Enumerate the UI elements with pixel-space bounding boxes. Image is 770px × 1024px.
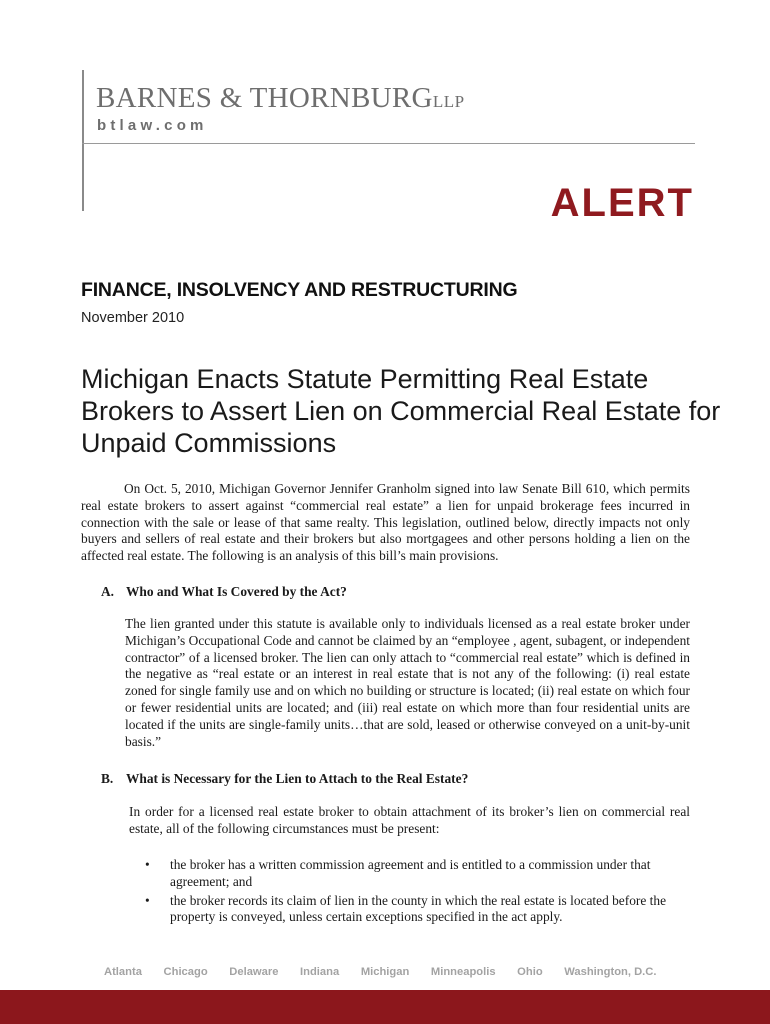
office-michigan: Michigan <box>360 966 410 978</box>
header-vertical-rule <box>82 70 84 211</box>
firm-website: btlaw.com <box>97 117 208 134</box>
office-ohio: Ohio <box>517 966 543 978</box>
section-a-paragraph: The lien granted under this statute is available only to individuals licensed as a real estate broker under Michigan’s Occupational Code and cannot be claimed by an “employee , agent, subagent, or independent contractor” of a licensed broker. The lien can only attach to “commercial real estate” which is defined in the negative as “real estate or an interest in real estate that is not any of the following: (i) real estate zoned for single family use and on which no building or structure is located; (ii) real estate on which four or fewer residential units are located; and (iii) real estate on which more than four residential units are located if the units are single-family units…that are sold, leased or otherwise conveyed on a unit-by-unit basis.” <box>125 616 690 749</box>
article-title: Michigan Enacts Statute Permitting Real Estate Brokers to Assert Lien on Commercial Real Estate for Unpaid Commissions <box>81 364 721 458</box>
section-a-title: Who and What Is Covered by the Act? <box>126 584 347 599</box>
bullet-text: the broker has a written commission agreement and is entitled to a commission under that agreement; and <box>170 857 651 889</box>
section-a-label: A. <box>101 584 115 599</box>
list-item <box>140 893 692 927</box>
firm-suffix: LLP <box>432 92 465 111</box>
publication-date: November 2010 <box>81 310 185 326</box>
section-b-heading <box>101 771 468 787</box>
section-b-label: B. <box>101 771 114 786</box>
section-b-title: What is Necessary for the Lien to Attach to the Real Estate? <box>126 771 469 786</box>
section-a-heading <box>101 584 347 600</box>
office-atlanta: Atlanta <box>104 966 142 978</box>
intro-paragraph: On Oct. 5, 2010, Michigan Governor Jennifer Granholm signed into law Senate Bill 610, which permits real estate brokers to assert against “commercial real estate” a lien for unpaid brokerage fees incurred in connection with the sale or lease of that same realty. This legislation, outlined below, directly impacts not only buyers and sellers of real estate and their brokers but also mortgagees and other persons holding a lien on the affected real estate. The following is an analysis of this bill’s main provisions. <box>81 481 690 564</box>
section-b-bullet-list <box>140 857 692 928</box>
bullet-text: the broker records its claim of lien in the county in which the real estate is located before the property is conveyed, unless certain exceptions specified in the act apply. <box>170 892 667 925</box>
office-minneapolis: Minneapolis <box>430 966 496 978</box>
section-b-paragraph: In order for a licensed real estate broker to obtain attachment of its broker’s lien on commercial real estate, all of the following circumstances must be present: <box>129 804 690 836</box>
office-washington-dc: Washington, D.C. <box>564 966 657 978</box>
office-indiana: Indiana <box>300 966 340 978</box>
alert-badge: ALERT <box>550 181 694 225</box>
practice-area: FINANCE, INSOLVENCY AND RESTRUCTURING <box>81 279 518 301</box>
office-delaware: Delaware <box>229 966 279 978</box>
bullet-icon: • <box>145 857 150 872</box>
header-horizontal-rule <box>82 143 695 144</box>
firm-logo <box>96 82 465 115</box>
bullet-icon: • <box>145 892 150 908</box>
office-chicago: Chicago <box>163 966 208 978</box>
footer-bar <box>0 990 770 1024</box>
firm-name: BARNES & THORNBURG <box>96 82 433 114</box>
list-item <box>140 857 692 891</box>
office-locations <box>104 966 704 978</box>
